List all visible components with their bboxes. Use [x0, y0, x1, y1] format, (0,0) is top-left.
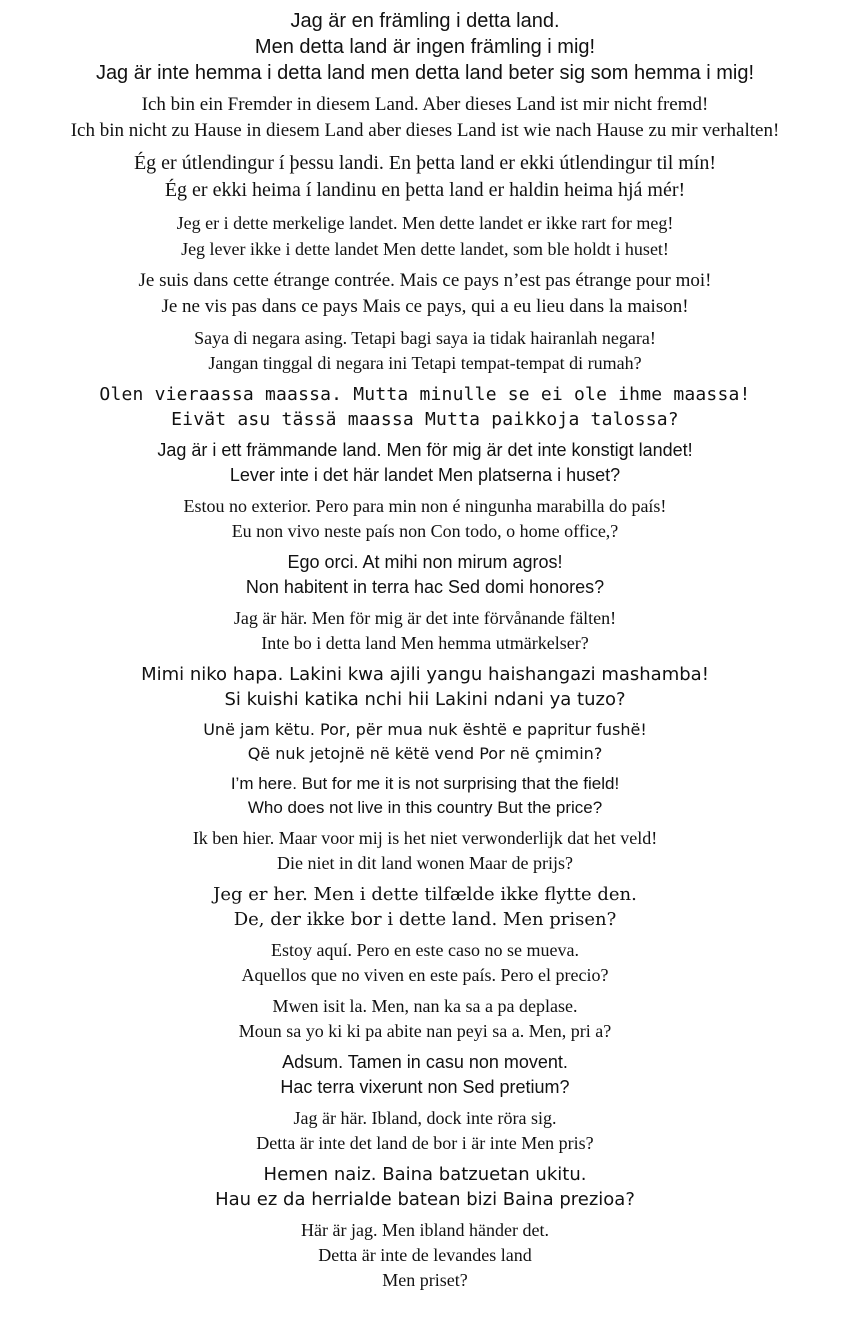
poem-line: Ég er ekki heima í landinu en þetta land er haldin heima hjá mér!: [164, 179, 686, 201]
stanza-haitian-creole: [0, 994, 850, 1044]
poem-line: Eu non vivo neste país non Con todo, o home office,?: [231, 521, 619, 541]
poem-line: Men priset?: [382, 1270, 468, 1290]
poem-line: Jag är här. Men för mig är det inte förvånande fälten!: [233, 608, 617, 628]
poem-line: Estou no exterior. Pero para min non é ningunha marabilla do país!: [183, 496, 667, 516]
stanza-english: [0, 772, 850, 820]
poem-line: Adsum. Tamen in casu non movent.: [282, 1052, 568, 1072]
poem-line: Non habitent in terra hac Sed domi honores?: [245, 577, 605, 597]
poem-line: Jag är här. Ibland, dock inte röra sig.: [293, 1108, 557, 1128]
poem-line: Jag är en främling i detta land.: [290, 10, 560, 32]
poem-line: Men detta land är ingen främling i mig!: [254, 36, 596, 58]
poem-line: Si kuishi katika nchi hii Lakini ndani ya tuzo?: [224, 689, 626, 710]
poem-line: Inte bo i detta land Men hemma utmärkelser?: [261, 633, 589, 653]
poem-line: Ik ben hier. Maar voor mij is het niet verwonderlijk dat het veld!: [192, 828, 658, 848]
poem-line: Je suis dans cette étrange contrée. Mais ce pays n’est pas étrange pour moi!: [138, 270, 712, 291]
poem-line: Je ne vis pas dans ce pays Mais ce pays, qui a eu lieu dans la maison!: [161, 296, 689, 317]
stanza-danish: [0, 882, 850, 932]
stanza-swahili: [0, 662, 850, 712]
poem-line: Ich bin nicht zu Hause in diesem Land aber dieses Land ist wie nach Hause zu mir verhalten!: [70, 120, 780, 141]
stanza-german: [0, 92, 850, 144]
stanza-swedish-1: [0, 8, 850, 86]
poem-line: Detta är inte det land de bor i är inte Men pris?: [256, 1133, 594, 1153]
poem-line: Saya di negara asing. Tetapi bagi saya ia tidak hairanlah negara!: [194, 328, 656, 348]
poem-line: I’m here. But for me it is not surprising that the field!: [230, 774, 620, 793]
stanza-dutch: [0, 826, 850, 876]
stanza-french: [0, 268, 850, 320]
stanza-latin-2: [0, 1050, 850, 1100]
poem-line: Jag är i ett främmande land. Men för mig är det inte konstigt landet!: [157, 440, 693, 460]
poem-line: Här är jag. Men ibland händer det.: [301, 1220, 549, 1240]
poem-line: Jangan tinggal di negara ini Tetapi tempat-tempat di rumah?: [208, 353, 642, 373]
poem-line: Olen vieraassa maassa. Mutta minulle se ei ole ihme maassa!: [99, 384, 751, 405]
stanza-swedish-3: [0, 606, 850, 656]
stanza-swedish-4: [0, 1106, 850, 1156]
poem-line: Estoy aquí. Pero en este caso no se mueva.: [271, 940, 579, 960]
poem-line: Mwen isit la. Men, nan ka sa a pa deplase.: [272, 996, 578, 1016]
poem-line: Hemen naiz. Baina batzuetan ukitu.: [263, 1164, 587, 1185]
poem-line: Jag är inte hemma i detta land men detta land beter sig som hemma i mig!: [95, 62, 755, 84]
poem-line: Moun sa yo ki ki pa abite nan peyi sa a. Men, pri a?: [238, 1021, 612, 1041]
poem-line: Die niet in dit land wonen Maar de prijs?: [277, 853, 573, 873]
poem-line: Detta är inte de levandes land: [318, 1245, 532, 1265]
stanza-norwegian: [0, 210, 850, 262]
poem-line: Ego orci. At mihi non mirum agros!: [287, 552, 563, 572]
stanza-galician: [0, 494, 850, 544]
poem-line: Që nuk jetojnë në këtë vend Por në çmimin?: [247, 744, 603, 763]
poem-line: Hac terra vixerunt non Sed pretium?: [280, 1077, 570, 1097]
poem-line: Unë jam këtu. Por, për mua nuk është e papritur fushë!: [203, 720, 647, 739]
poem-line: Jeg er her. Men i dette tilfælde ikke flytte den.: [213, 884, 637, 905]
poem-line: Aquellos que no viven en este país. Pero el precio?: [241, 965, 609, 985]
poem-line: Jeg er i dette merkelige landet. Men dette landet er ikke rart for meg!: [176, 213, 674, 233]
stanza-basque: [0, 1162, 850, 1212]
poem-line: Mimi niko hapa. Lakini kwa ajili yangu haishangazi mashamba!: [141, 664, 709, 685]
stanza-spanish: [0, 938, 850, 988]
poem-line: Eivät asu tässä maassa Mutta paikkoja talossa?: [171, 409, 679, 430]
poem-line: Who does not live in this country But the price?: [247, 798, 603, 817]
stanza-swedish-2: [0, 438, 850, 488]
stanza-finnish: [0, 382, 850, 432]
stanza-malay: [0, 326, 850, 376]
stanza-albanian: [0, 718, 850, 766]
poem-line: Jeg lever ikke i dette landet Men dette landet, som ble holdt i huset!: [181, 239, 669, 259]
poem-line: De, der ikke bor i dette land. Men prisen?: [233, 909, 617, 930]
poem-line: Hau ez da herrialde batean bizi Baina prezioa?: [215, 1189, 635, 1210]
poem-line: Ich bin ein Fremder in diesem Land. Aber dieses Land ist mir nicht fremd!: [141, 94, 709, 115]
stanza-swedish-5: [0, 1218, 850, 1293]
poem-line: Ég er útlendingur í þessu landi. En þetta land er ekki útlendingur til mín!: [133, 152, 717, 174]
stanza-icelandic: [0, 150, 850, 204]
stanza-latin-1: [0, 550, 850, 600]
poem-line: Lever inte i det här landet Men platserna i huset?: [229, 465, 621, 485]
